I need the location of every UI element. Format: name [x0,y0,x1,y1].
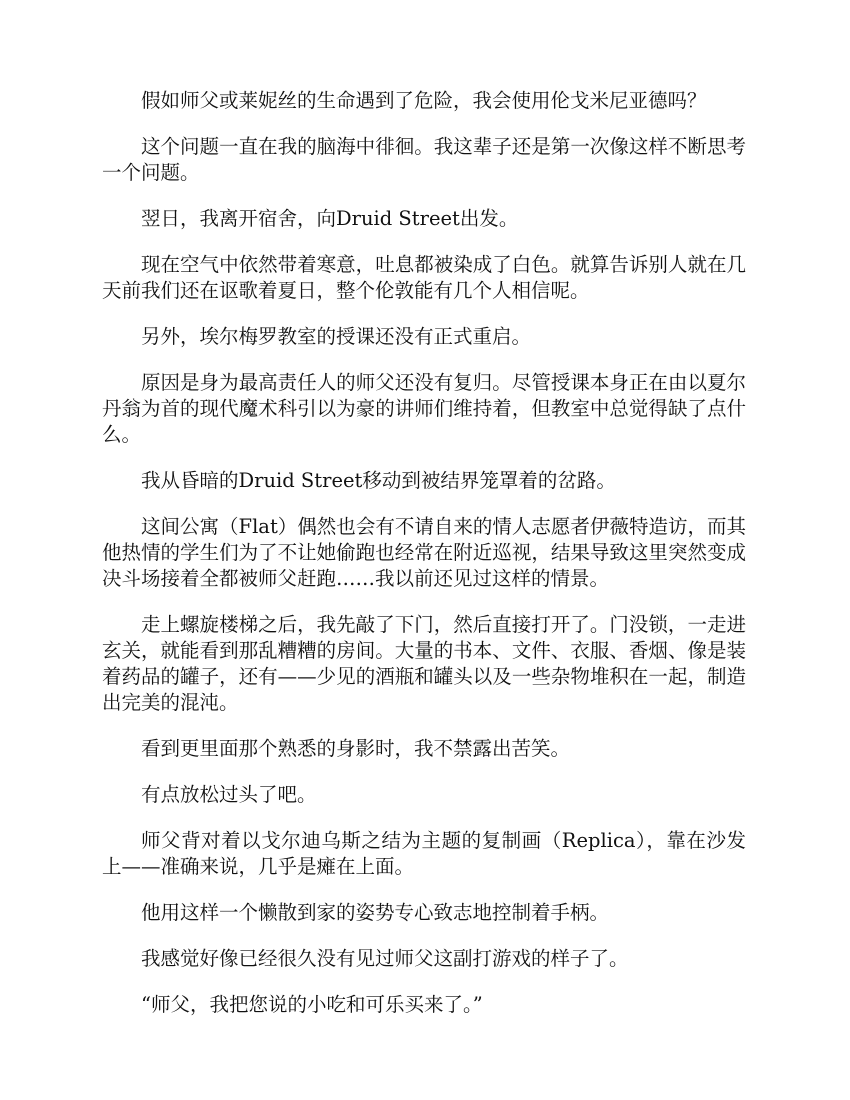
paragraph-6: 原因是身为最高责任人的师父还没有复归。尽管授课本身正在由以夏尔丹翁为首的现代魔术科引以为豪的讲师们维持着，但教室中总觉得缺了点什么。 [102,371,746,446]
paragraph-5: 另外，埃尔梅罗教室的授课还没有正式重启。 [141,325,532,348]
paragraph-4: 现在空气中依然带着寒意，吐息都被染成了白色。就算告诉别人就在几天前我们还在讴歌着夏日，整个伦敦能有几个人相信呢。 [102,253,746,302]
paragraph-7: 我从昏暗的Druid Street移动到被结界笼罩着的岔路。 [141,469,616,492]
paragraph-1: 假如师父或莱妮丝的生命遇到了危险，我会使用伦戈米尼亚德吗？ [141,89,707,112]
paragraph-15: “师父，我把您说的小吃和可乐买来了。” [141,993,483,1016]
paragraph-8: 这间公寓（Flat）偶然也会有不请自来的情人志愿者伊薇特造访，而其他热情的学生们为了不让她偷跑也经常在附近巡视，结果导致这里突然变成决斗场接着全都被师父赶跑……我以前还见过这样的情景。 [102,515,746,590]
paragraph-11: 有点放松过头了吧。 [141,783,317,806]
paragraph-3: 翌日，我离开宿舍，向Druid Street出发。 [141,207,519,230]
paragraph-14: 我感觉好像已经很久没有见过师父这副打游戏的样子了。 [141,947,629,970]
paragraph-2: 这个问题一直在我的脑海中徘徊。我这辈子还是第一次像这样不断思考一个问题。 [102,135,746,184]
paragraph-10: 看到更里面那个熟悉的身影时，我不禁露出苦笑。 [141,737,571,760]
paragraph-12: 师父背对着以戈尔迪乌斯之结为主题的复制画（Replica），靠在沙发上——准确来说，几乎是瘫在上面。 [102,829,746,878]
paragraph-13: 他用这样一个懒散到家的姿势专心致志地控制着手柄。 [141,901,610,924]
paragraph-9: 走上螺旋楼梯之后，我先敲了下门，然后直接打开了。门没锁，一走进玄关，就能看到那乱糟糟的房间。大量的书本、文件、衣服、香烟、像是装着药品的罐子，还有——少见的酒瓶和罐头以及一些杂物堆积在一起，制造出完美的混沌。 [102,613,746,714]
